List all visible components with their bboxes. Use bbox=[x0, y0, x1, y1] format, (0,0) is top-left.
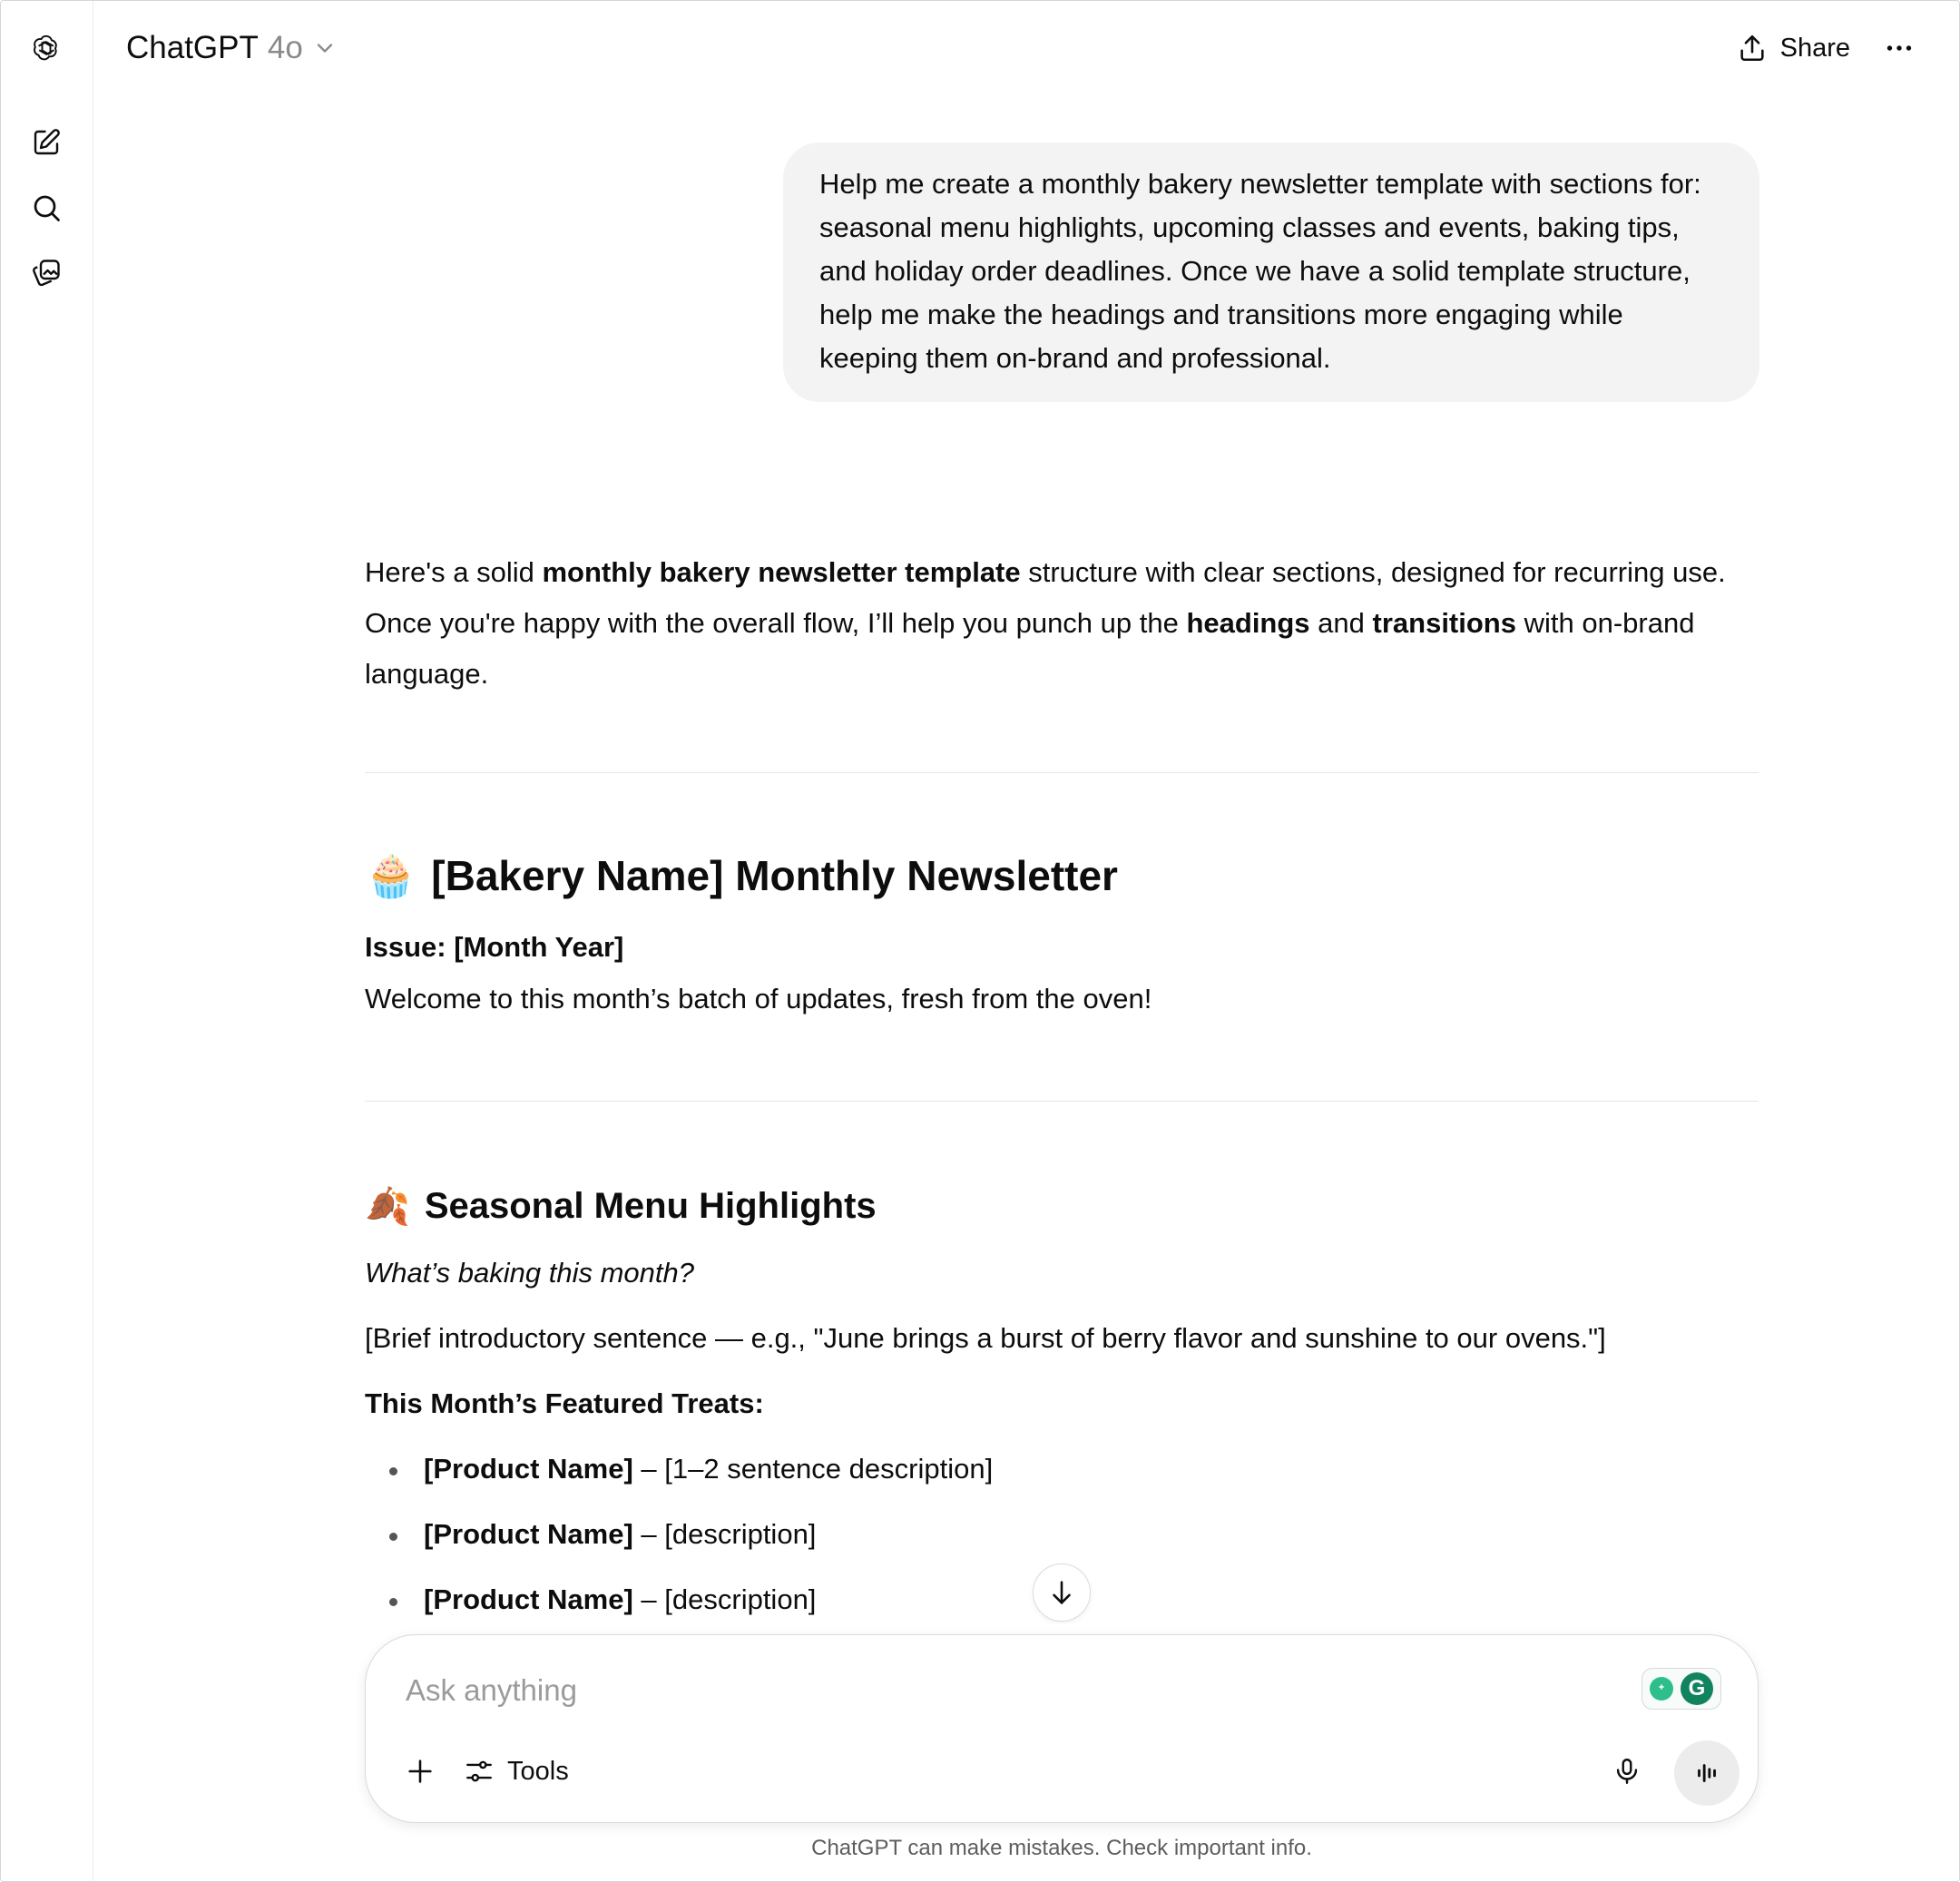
intro-bold-headings: headings bbox=[1186, 607, 1310, 639]
intro-text: with on-brand language. bbox=[365, 607, 1695, 690]
featured-label: This Month’s Featured Treats: bbox=[365, 1387, 764, 1419]
leaves-emoji-icon: 🍂 bbox=[365, 1186, 410, 1227]
newsletter-title-text: [Bakery Name] Monthly Newsletter bbox=[431, 852, 1118, 899]
arrow-down-icon bbox=[1046, 1577, 1077, 1608]
ask-input[interactable] bbox=[404, 1666, 1587, 1715]
tools-sliders-icon bbox=[464, 1756, 495, 1787]
issue-line: Issue: [Month Year] bbox=[365, 931, 624, 963]
user-message-bubble bbox=[783, 142, 1759, 402]
top-header bbox=[93, 1, 1959, 95]
section-heading-seasonal bbox=[365, 1182, 877, 1230]
product-name: [Product Name] bbox=[424, 1453, 633, 1485]
list-item bbox=[424, 1583, 816, 1616]
intro-text: and bbox=[1309, 607, 1373, 639]
more-horizontal-icon bbox=[1883, 32, 1916, 64]
share-label: Share bbox=[1779, 33, 1850, 63]
openai-logo-icon[interactable] bbox=[23, 25, 70, 72]
scroll-to-bottom-button[interactable] bbox=[1033, 1563, 1091, 1622]
disclaimer-text: ChatGPT can make mistakes. Check important info. bbox=[811, 1836, 1312, 1860]
user-message-text: Help me create a monthly bakery newsletter template with sections for: seasonal menu highlights, upcoming classes and events, baking tips, and holiday order deadlines. Once we have a solid template structure, help me make the headings and transitions more engaging while keeping them on-brand and professional. bbox=[819, 168, 1701, 374]
grammarly-icon: G bbox=[1681, 1672, 1713, 1705]
list-item bbox=[424, 1518, 816, 1551]
new-chat-icon[interactable] bbox=[23, 119, 70, 166]
voice-mode-button[interactable] bbox=[1674, 1740, 1740, 1806]
tools-button[interactable] bbox=[464, 1748, 569, 1795]
add-attachment-button[interactable] bbox=[397, 1748, 444, 1795]
section-heading-text: Seasonal Menu Highlights bbox=[424, 1185, 877, 1226]
model-selector[interactable] bbox=[126, 25, 338, 72]
list-item bbox=[424, 1453, 993, 1485]
product-desc: – [description] bbox=[632, 1518, 817, 1550]
intro-text: Here's a solid bbox=[365, 556, 543, 588]
model-name: ChatGPT bbox=[126, 30, 259, 65]
lightbulb-icon bbox=[1650, 1677, 1673, 1701]
section-tagline: What’s baking this month? bbox=[365, 1257, 695, 1289]
intro-text: structure with clear sections, designed for recurring use. Once you're happy with the overall flow, I’ll help you punch up the bbox=[365, 556, 1726, 639]
share-button[interactable] bbox=[1737, 25, 1850, 72]
product-desc: – [1–2 sentence description] bbox=[632, 1453, 994, 1485]
model-version: 4o bbox=[267, 30, 303, 65]
welcome-line: Welcome to this month’s batch of updates, fresh from the oven! bbox=[365, 983, 1152, 1015]
assistant-message bbox=[365, 547, 1759, 700]
library-icon[interactable] bbox=[23, 250, 70, 297]
sidebar-rail bbox=[1, 1, 93, 1881]
product-desc: – [description] bbox=[632, 1583, 817, 1615]
voice-waveform-icon bbox=[1691, 1758, 1722, 1789]
divider bbox=[365, 1101, 1759, 1102]
share-upload-icon bbox=[1737, 33, 1768, 64]
intro-bold-template: monthly bakery newsletter template bbox=[542, 556, 1021, 588]
tools-label: Tools bbox=[507, 1756, 569, 1786]
newsletter-title bbox=[365, 847, 1118, 905]
plus-icon bbox=[405, 1756, 436, 1787]
dictate-button[interactable] bbox=[1603, 1748, 1651, 1795]
product-name: [Product Name] bbox=[424, 1518, 633, 1550]
divider bbox=[365, 772, 1759, 773]
microphone-icon bbox=[1612, 1756, 1642, 1787]
search-icon[interactable] bbox=[23, 184, 70, 231]
chevron-down-icon bbox=[312, 35, 338, 61]
grammarly-widget[interactable] bbox=[1642, 1668, 1721, 1710]
product-name: [Product Name] bbox=[424, 1583, 633, 1615]
message-composer bbox=[365, 1634, 1759, 1823]
assistant-intro bbox=[365, 547, 1759, 700]
cupcake-emoji-icon: 🧁 bbox=[365, 851, 417, 899]
more-options-button[interactable] bbox=[1876, 25, 1923, 72]
section-brief: [Brief introductory sentence — e.g., "June brings a burst of berry flavor and sunshine to our ovens."] bbox=[365, 1322, 1606, 1354]
intro-bold-transitions: transitions bbox=[1372, 607, 1516, 639]
